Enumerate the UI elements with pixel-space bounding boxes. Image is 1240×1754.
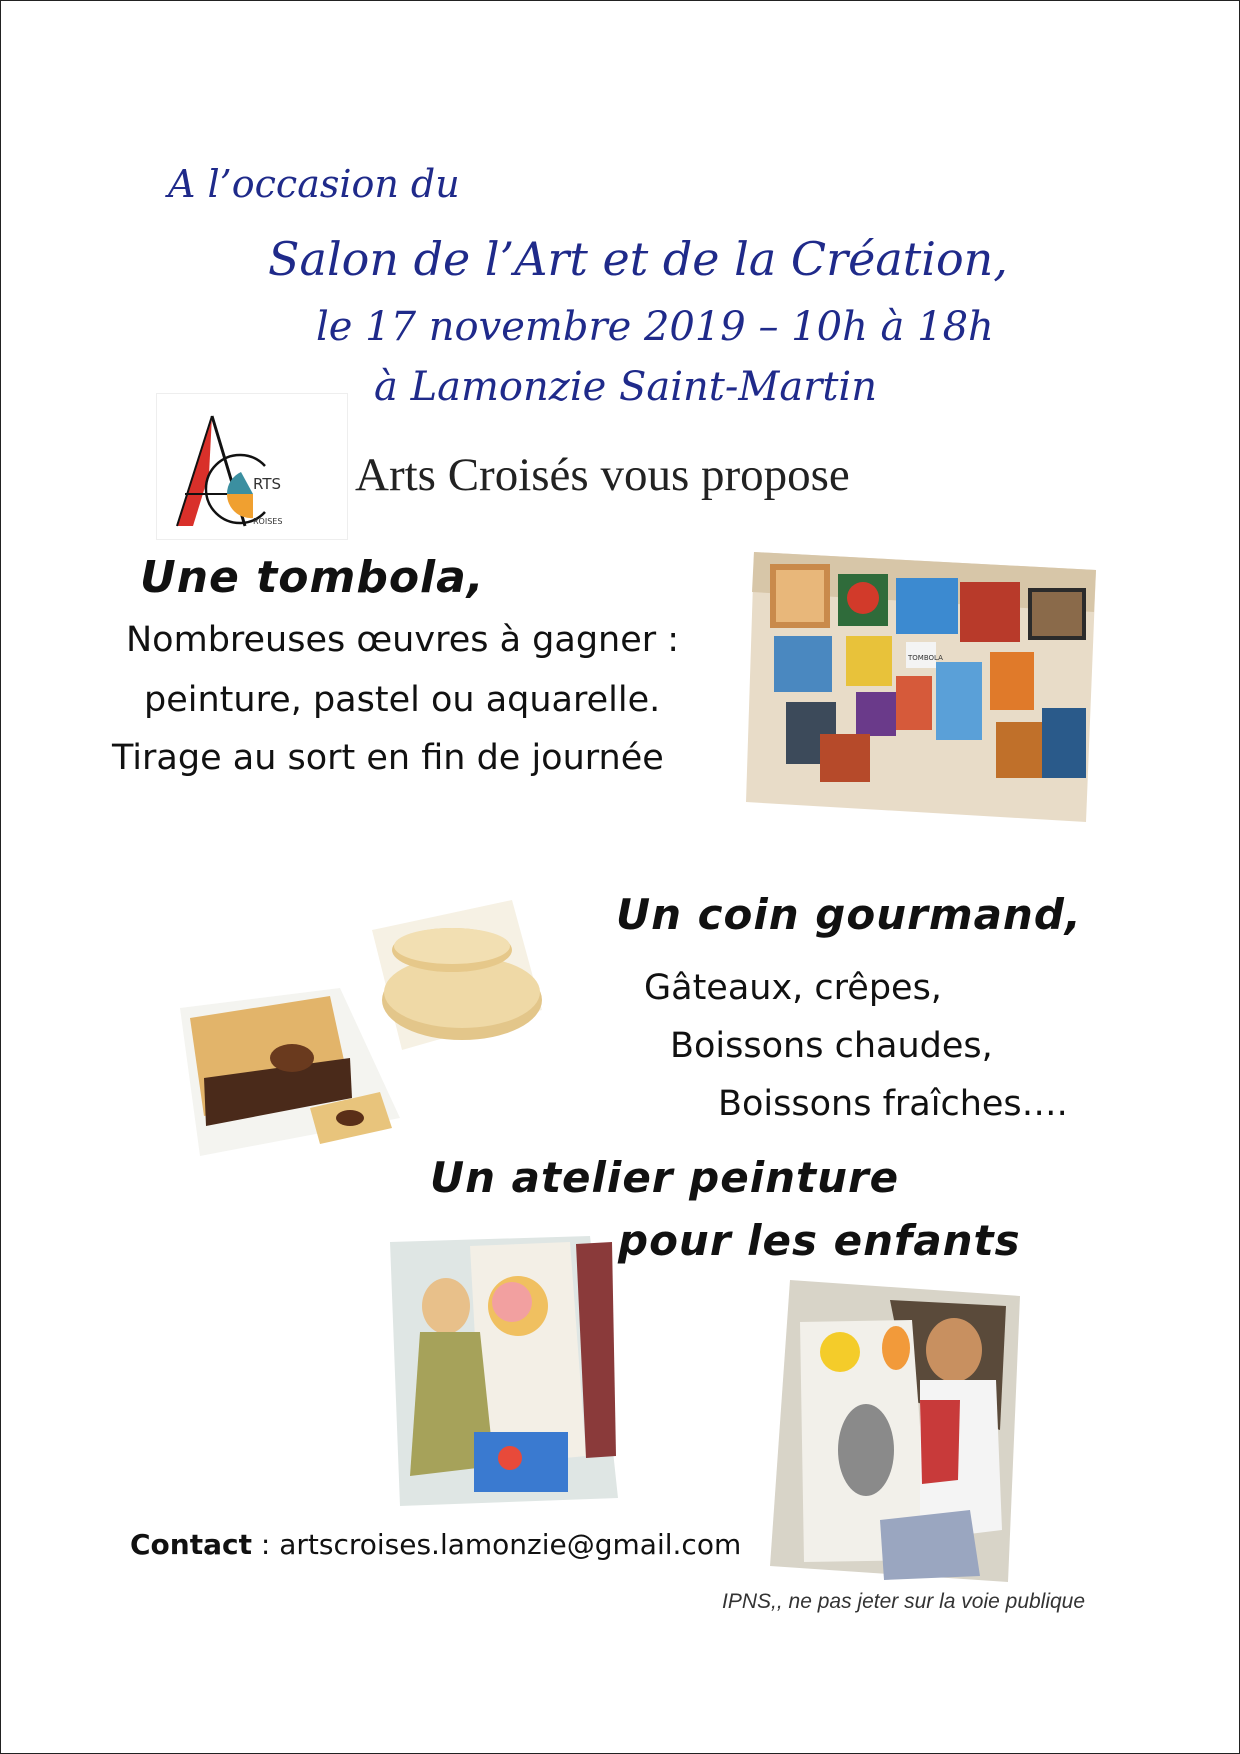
header-line-date: le 17 novembre 2019 – 10h à 18h xyxy=(316,304,994,350)
tombola-line-1: Nombreuses œuvres à gagner : xyxy=(126,620,680,660)
organizer-heading: Arts Croisés vous propose xyxy=(355,449,850,501)
ipns-notice: IPNS,, ne pas jeter sur la voie publique xyxy=(722,1590,1086,1613)
tombola-line-3: Tirage au sort en fin de journée xyxy=(112,738,664,778)
gourmand-line-3: Boissons fraîches…. xyxy=(718,1084,1068,1124)
tombola-sign: TOMBOLA xyxy=(908,654,943,662)
contact-email[interactable]: artscroises.lamonzie@gmail.com xyxy=(279,1528,742,1561)
gourmand-title: Un coin gourmand, xyxy=(616,890,1082,939)
boy-painting-photo xyxy=(770,1280,1020,1582)
header-line-occasion: A l’occasion du xyxy=(168,162,460,206)
gourmand-line-1: Gâteaux, crêpes, xyxy=(644,968,942,1008)
logo-word-croises: ROISES xyxy=(253,517,283,526)
header-line-salon: Salon de l’Art et de la Création, xyxy=(268,232,1008,286)
atelier-title-line-2: pour les enfants xyxy=(618,1216,1021,1265)
girl-painting-photo xyxy=(390,1236,618,1506)
tombola-title: Une tombola, xyxy=(140,552,485,603)
contact-line xyxy=(130,1528,741,1561)
atelier-title-line-1: Un atelier peinture xyxy=(430,1153,900,1202)
gourmand-line-2: Boissons chaudes, xyxy=(670,1026,993,1066)
marble-cake-photo xyxy=(180,988,400,1156)
header-line-location: à Lamonzie Saint-Martin xyxy=(374,364,877,410)
arts-croises-logo xyxy=(156,393,348,540)
tombola-paintings-photo xyxy=(746,552,1096,822)
tombola-line-2: peinture, pastel ou aquarelle. xyxy=(144,680,661,720)
logo-word-arts: RTS xyxy=(253,475,282,493)
contact-separator: : xyxy=(251,1528,280,1561)
contact-label: Contact xyxy=(130,1528,252,1561)
